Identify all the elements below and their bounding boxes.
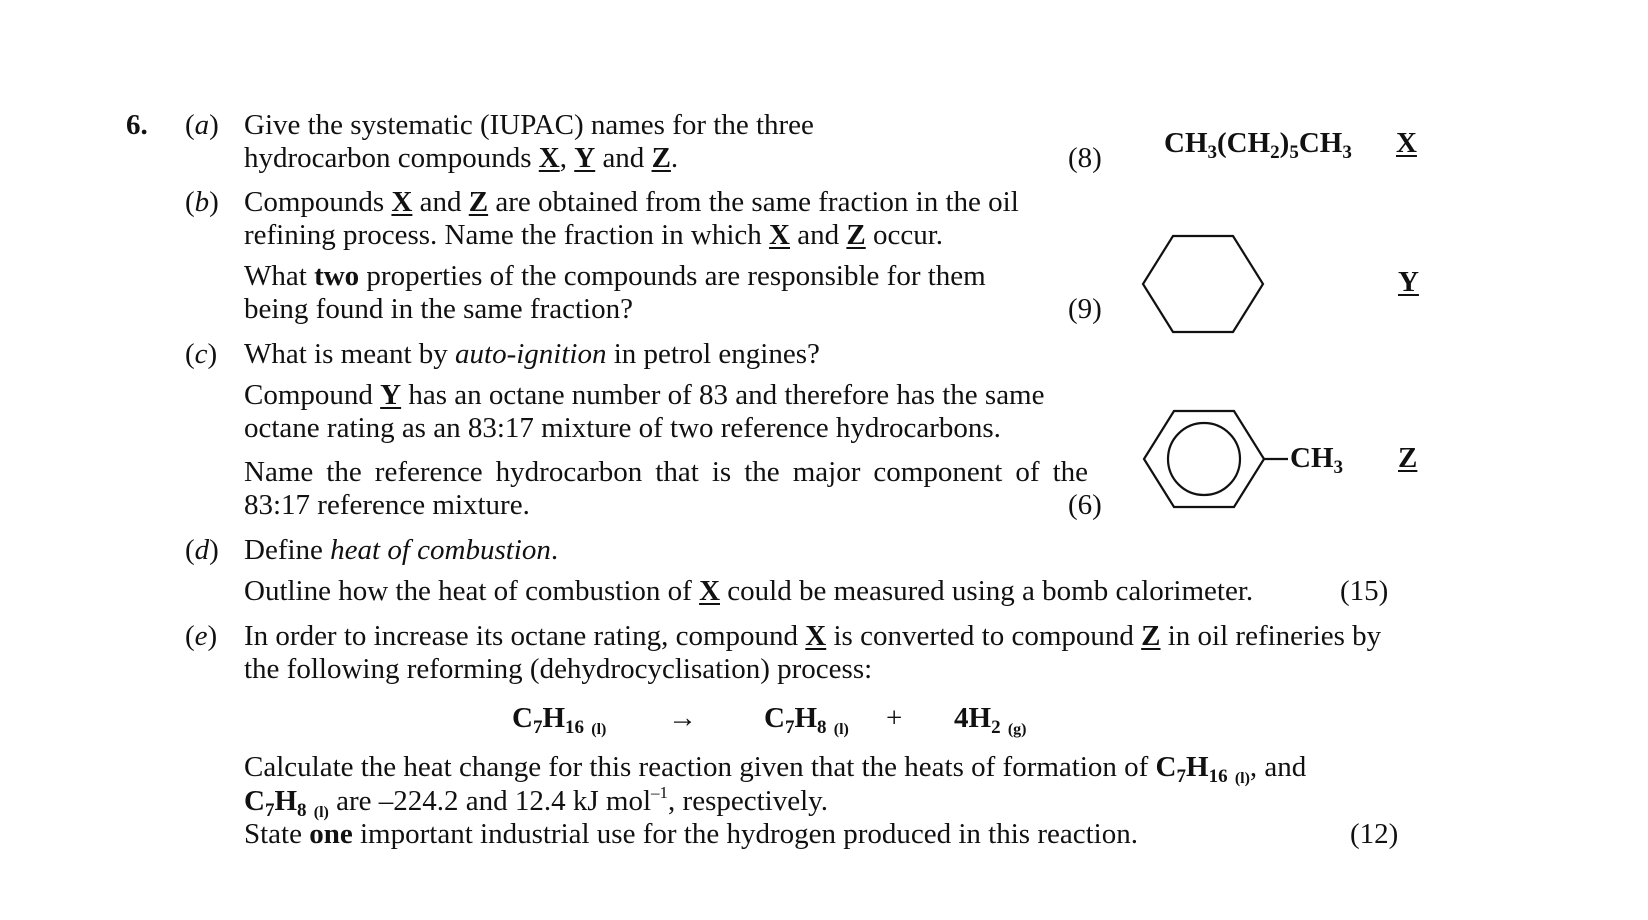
part-a-line-2: hydrocarbon compounds X, Y and Z. [244,142,679,174]
part-c-line-1: What is meant by auto-ignition in petrol engines? [244,338,820,370]
part-a-line-1: Give the systematic (IUPAC) names for the three [244,109,814,141]
part-e-marks: (12) [1350,818,1399,850]
part-e-line-1: In order to increase its octane rating, compound X is converted to compound Z in oil refineries by [244,620,1382,652]
structure-x-label: X [1396,127,1417,159]
part-b-label: (b) [185,186,219,218]
part-e-line-2: the following reforming (dehydrocyclisation) process: [244,653,873,685]
benzene-inner-circle [1168,423,1240,495]
part-a-marks: (8) [1068,142,1102,174]
part-d-line-1: Define heat of combustion. [244,534,559,566]
part-e-line-5: State one important industrial use for the hydrogen produced in this reaction. [244,818,1138,850]
equation-plus: + [886,702,903,734]
part-c-line-4: Name the reference hydrocarbon that is the major component of the [244,456,1088,488]
structure-z-label: Z [1398,442,1418,474]
structure-y-label: Y [1398,266,1419,298]
benzene-hexagon [1144,411,1264,507]
structure-z-substituent: $CH_3$ [1290,442,1343,478]
part-c-marks: (6) [1068,489,1102,521]
part-d-label: (d) [185,534,219,566]
equation-product-1: $C_7H_8$ $_{(l)}$ [764,702,849,738]
equation-arrow: → [668,702,697,734]
part-b-line-4: being found in the same fraction? [244,293,633,325]
part-d-line-2: Outline how the heat of combustion of X could be measured using a bomb calorimeter. [244,575,1254,607]
part-b-line-2: refining process. Name the fraction in which X and Z occur. [244,219,944,251]
structure-x-formula: $CH_3(CH_2)_5CH_3$ [1164,127,1352,163]
part-d-marks: (15) [1340,575,1389,607]
part-c-line-3: octane rating as an 83:17 mixture of two reference hydrocarbons. [244,412,1001,444]
part-c-line-5: 83:17 reference mixture. [244,489,530,521]
part-b-line-1: Compounds X and Z are obtained from the same fraction in the oil [244,186,1019,218]
part-b-marks: (9) [1068,293,1102,325]
part-e-label: (e) [185,620,218,652]
question-number: 6. [126,109,148,141]
equation-product-2: $4H_2$ $_{(g)}$ [954,702,1027,738]
part-c-line-2: Compound Y has an octane number of 83 and therefore has the same [244,379,1045,411]
part-e-line-4: $C_7H_8$ $_{(l)}$ are –224.2 and 12.4 kJ mol$^{-1}$, respectively. [244,783,829,821]
part-c-label: (c) [185,338,218,370]
part-a-label: (a) [185,109,219,141]
part-b-line-3: What two properties of the compounds are responsible for them [244,260,986,292]
part-e-line-3: Calculate the heat change for this reaction given that the heats of formation of $C_7H_{16}$ $_{(l)}$, and [244,751,1307,787]
cyclohexane-ring [1143,236,1263,332]
equation-reactant: $C_7H_{16}$ $_{(l)}$ [512,702,607,738]
